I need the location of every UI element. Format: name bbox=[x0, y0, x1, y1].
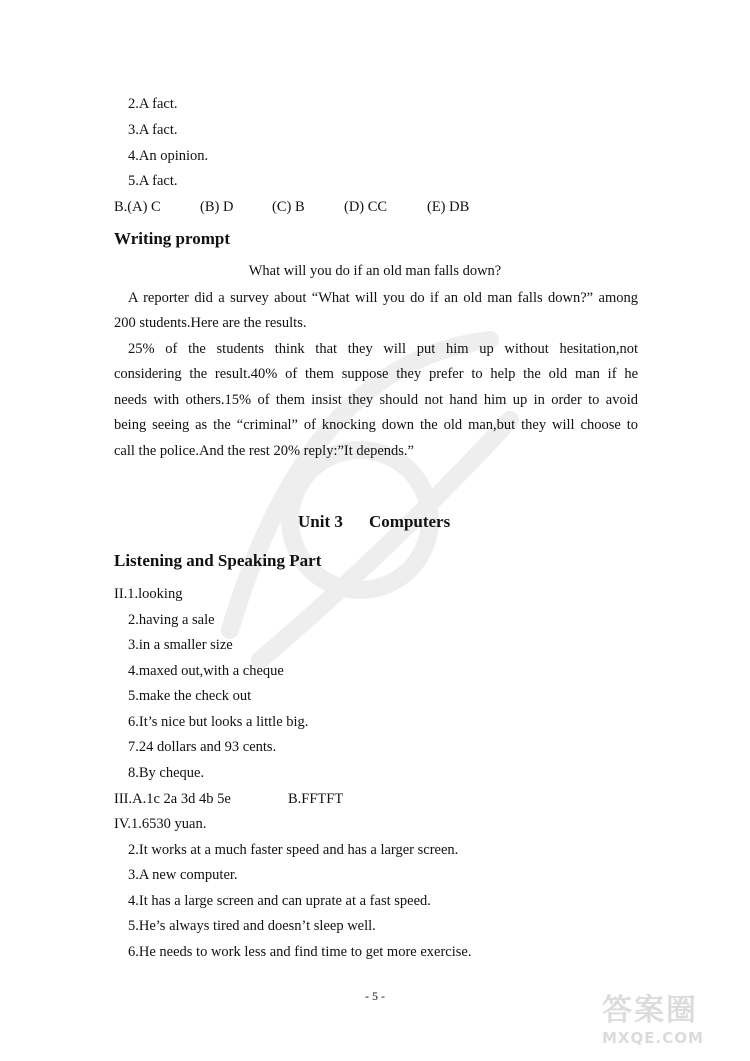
answer-line: 5.A fact. bbox=[128, 173, 178, 189]
paragraph-line: A reporter did a survey about “What will you do if an old man falls down?” among bbox=[128, 290, 638, 306]
answer-line: 7.24 dollars and 93 cents. bbox=[128, 739, 277, 755]
answer-line: III.A.1c 2a 3d 4b 5e bbox=[114, 791, 231, 807]
listening-heading: Listening and Speaking Part bbox=[114, 551, 322, 570]
page-number: - 5 - bbox=[365, 989, 385, 1003]
answer-line: 6.It’s nice but looks a little big. bbox=[128, 714, 309, 730]
paragraph-line: being seeing as the “criminal” of knocking down the old man,but they will choose to bbox=[114, 417, 638, 433]
paragraph-line: call the police.And the rest 20% reply:”It depends.” bbox=[114, 443, 414, 459]
answer-line: B.FFTFT bbox=[288, 791, 344, 807]
answer-line: 6.He needs to work less and find time to get more exercise. bbox=[128, 944, 472, 960]
part-b-answers bbox=[114, 198, 469, 216]
answer-line: II.1.looking bbox=[114, 586, 183, 602]
answer-line: 4.It has a large screen and can uprate at a fast speed. bbox=[128, 893, 431, 909]
answer-line: 5.make the check out bbox=[128, 688, 252, 704]
answer-line: 4.An opinion. bbox=[128, 148, 209, 164]
unit-number: Unit 3 bbox=[298, 512, 343, 531]
unit-title: Computers bbox=[369, 512, 451, 531]
answer-line: 2.It works at a much faster speed and has a larger screen. bbox=[128, 842, 459, 858]
answer-line: IV.1.6530 yuan. bbox=[114, 816, 207, 832]
paragraph-line: 25% of the students think that they will put him up without hesitation,not bbox=[128, 341, 638, 357]
part-b-option: (B) D bbox=[200, 199, 234, 215]
watermark-stamp bbox=[190, 300, 530, 700]
paragraph-line: considering the result.40% of them suppose they prefer to help the old man if he bbox=[114, 366, 638, 382]
answer-line: 2.A fact. bbox=[128, 96, 178, 112]
answer-line: 5.He’s always tired and doesn’t sleep well. bbox=[128, 918, 376, 934]
corner-logo-url: MXQE.COM bbox=[602, 1029, 704, 1047]
answer-line: 3.A fact. bbox=[128, 122, 178, 138]
part-b-option: (D) CC bbox=[344, 199, 388, 215]
answer-line: 3.A new computer. bbox=[128, 867, 238, 883]
answer-line: 4.maxed out,with a cheque bbox=[128, 663, 284, 679]
answer-line: 3.in a smaller size bbox=[128, 637, 233, 653]
answer-line: 8.By cheque. bbox=[128, 765, 205, 781]
writing-heading: Writing prompt bbox=[114, 229, 231, 248]
part-b-option: (E) DB bbox=[427, 199, 470, 215]
corner-logo bbox=[602, 993, 742, 1057]
answer-line: 2.having a sale bbox=[128, 612, 215, 628]
writing-question: What will you do if an old man falls down? bbox=[248, 263, 502, 279]
paragraph-line: needs with others.15% of them insist they should not hand him up in order to avoid bbox=[114, 392, 638, 408]
corner-logo-text: 答案圈 bbox=[602, 993, 698, 1028]
part-b-option: (C) B bbox=[272, 199, 305, 215]
paragraph-line: 200 students.Here are the results. bbox=[114, 315, 307, 331]
part-b-label: B.(A) C bbox=[114, 199, 161, 215]
